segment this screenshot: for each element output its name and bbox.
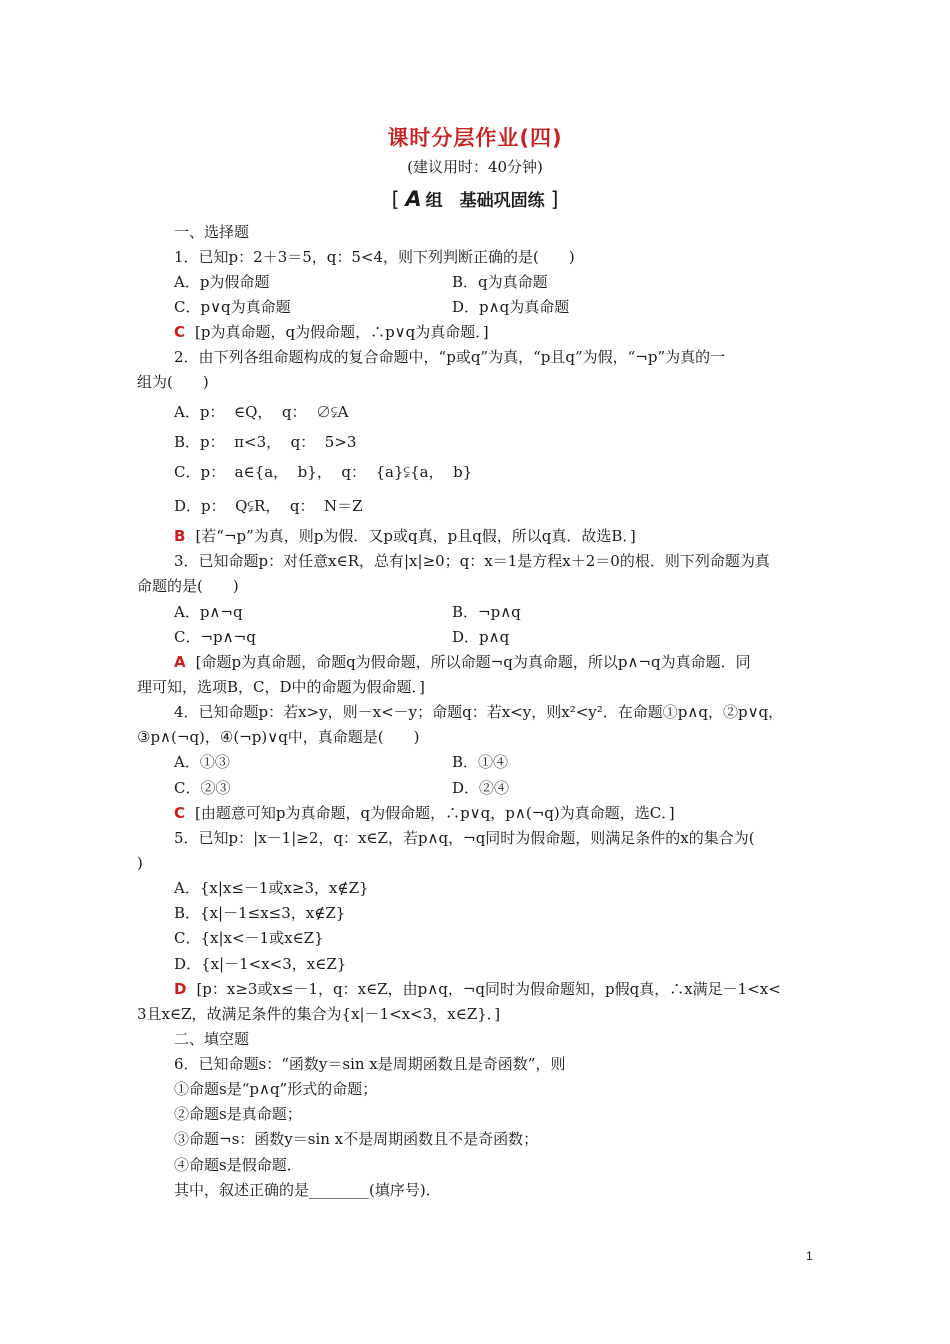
line-text: 理可知，选项B，C，D中的命题为假命题．]	[137, 678, 425, 696]
text-line	[174, 903, 345, 923]
line-text: C．p： a∈{a， b}， q： {a}⫋{a， b}	[174, 463, 473, 481]
answer-line	[174, 322, 489, 342]
line-text: [命题p为真命题，命题q为假命题，所以命题¬q为真命题，所以p∧¬q为真命题．同	[195, 653, 751, 671]
text-line	[174, 432, 356, 452]
answer-letter: D	[174, 980, 187, 998]
line-text: D．②④	[452, 779, 510, 797]
line-text: B．p： π<3， q： 5>3	[174, 433, 357, 451]
text-line	[174, 402, 348, 422]
text-line	[452, 778, 509, 798]
text-line	[174, 1054, 565, 1074]
text-line	[174, 551, 770, 571]
text-line	[174, 347, 725, 367]
group-label: 组 基础巩固练	[425, 191, 545, 211]
line-text: 1．已知p：2＋3＝5，q：5<4，则下列判断正确的是( )	[174, 248, 575, 266]
text-line	[137, 1004, 500, 1024]
line-text: D．{x|－1<x<3，x∈Z}	[174, 955, 347, 973]
line-text: A．p∧¬q	[174, 603, 243, 621]
text-line	[452, 602, 521, 622]
line-text: A．p为假命题	[174, 273, 270, 291]
bracket-left: [	[391, 187, 400, 211]
line-text: D．p∧q为真命题	[452, 298, 570, 316]
text-line	[137, 727, 420, 747]
answer-letter: C	[174, 804, 186, 822]
page-subtitle: (建议用时：40分钟)	[407, 158, 543, 176]
line-text: 其中，叙述正确的是________(填序号)．	[174, 1181, 441, 1199]
line-text: C．②③	[174, 779, 231, 797]
text-line	[174, 297, 291, 317]
answer-letter: A	[174, 653, 186, 671]
line-text: 组为( )	[137, 373, 209, 391]
text-line	[452, 272, 548, 292]
line-text: 2．由下列各组命题构成的复合命题中，“p或q”为真，“p且q”为假，“¬p”为真的一	[174, 348, 726, 366]
text-line	[137, 576, 239, 596]
line-text: 命题的是( )	[137, 577, 239, 595]
line-text: C．p∨q为真命题	[174, 298, 291, 316]
text-line	[174, 752, 230, 772]
line-text: ②命题s是真命题；	[174, 1105, 302, 1123]
text-line	[174, 878, 369, 898]
line-text: [p为真命题，q为假命题，∴p∨q为真命题．]	[195, 323, 489, 341]
answer-line	[174, 803, 675, 823]
line-text: )	[137, 854, 143, 872]
line-text: C．{x|x<－1或x∈Z}	[174, 929, 324, 947]
line-text: ③p∧(¬q)，④(¬p)∨q中，真命题是( )	[137, 728, 420, 746]
text-line	[174, 272, 269, 292]
text-line	[174, 222, 249, 242]
text-line	[174, 462, 472, 482]
line-text: B．¬p∧q	[452, 603, 521, 621]
line-text: [p：x≥3或x≤－1，q：x∈Z，由p∧q，¬q同时为假命题知，p假q真，∴x满足－1<x<	[196, 980, 781, 998]
text-line	[174, 1079, 377, 1099]
answer-line	[174, 652, 751, 672]
line-text: A．{x|x≤－1或x≥3，x∉Z}	[174, 879, 369, 897]
group-heading	[0, 186, 950, 211]
text-line	[174, 1180, 441, 1200]
text-line	[174, 954, 346, 974]
line-text: 3且x∈Z，故满足条件的集合为{x|－1<x<3，x∈Z}．]	[137, 1005, 501, 1023]
line-text: A．p： ∈Q， q： ∅⫋A	[174, 403, 349, 421]
line-text: 4．已知命题p：若x>y，则－x<－y；命题q：若x<y，则x²<y²．在命题①p∧q，②p∨q，	[174, 703, 784, 721]
text-line	[174, 928, 324, 948]
text-line	[174, 496, 363, 516]
line-text: B．q为真命题	[452, 273, 548, 291]
text-line	[174, 247, 575, 267]
line-text: 3．已知命题p：对任意x∈R，总有|x|≥0；q：x＝1是方程x＋2＝0的根．则下列命题为真	[174, 552, 770, 570]
line-text: B．①④	[452, 753, 509, 771]
text-line	[452, 297, 569, 317]
bracket-right: ]	[550, 187, 559, 211]
line-text: D．p： Q⫋R， q： N＝Z	[174, 497, 363, 515]
text-line	[137, 853, 143, 873]
line-text: 6．已知命题s：“函数y＝sin x是周期函数且是奇函数”，则	[174, 1055, 566, 1073]
text-line	[174, 828, 755, 848]
text-line	[452, 627, 509, 647]
line-text: A．①③	[174, 753, 230, 771]
text-line	[137, 372, 209, 392]
line-text: 二、填空题	[174, 1030, 250, 1048]
line-text: 5．已知p：|x－1|≥2，q：x∈Z，若p∧q，¬q同时为假命题，则满足条件的x的集合为(	[174, 829, 755, 847]
text-line	[174, 627, 256, 647]
group-letter: A	[405, 187, 422, 211]
answer-letter: B	[174, 527, 186, 545]
text-line	[137, 677, 425, 697]
text-line	[174, 1029, 249, 1049]
text-line	[174, 1129, 538, 1149]
text-line	[452, 752, 508, 772]
line-text: 一、选择题	[174, 223, 250, 241]
line-text: D．p∧q	[452, 628, 510, 646]
line-text: ①命题s是“p∧q”形式的命题；	[174, 1080, 378, 1098]
line-text: B．{x|－1≤x≤3，x∉Z}	[174, 904, 346, 922]
line-text: ③命题¬s：函数y＝sin x不是周期函数且不是奇函数；	[174, 1130, 539, 1148]
text-line	[174, 702, 783, 722]
text-line	[174, 1104, 302, 1124]
text-line	[174, 1155, 302, 1175]
answer-letter: C	[174, 323, 186, 341]
page-title: 课时分层作业(四)	[387, 126, 563, 150]
page-number: 1	[806, 1249, 813, 1263]
line-text: C．¬p∧¬q	[174, 628, 256, 646]
text-line	[174, 778, 230, 798]
line-text: [由题意可知p为真命题，q为假命题，∴p∨q，p∧(¬q)为真命题，选C．]	[195, 804, 675, 822]
text-line	[174, 602, 243, 622]
line-text: [若“¬p”为真，则p为假．又p或q真，p且q假，所以q真．故选B．]	[195, 527, 636, 545]
answer-line	[174, 979, 781, 999]
answer-line	[174, 526, 636, 546]
line-text: ④命题s是假命题．	[174, 1156, 302, 1174]
